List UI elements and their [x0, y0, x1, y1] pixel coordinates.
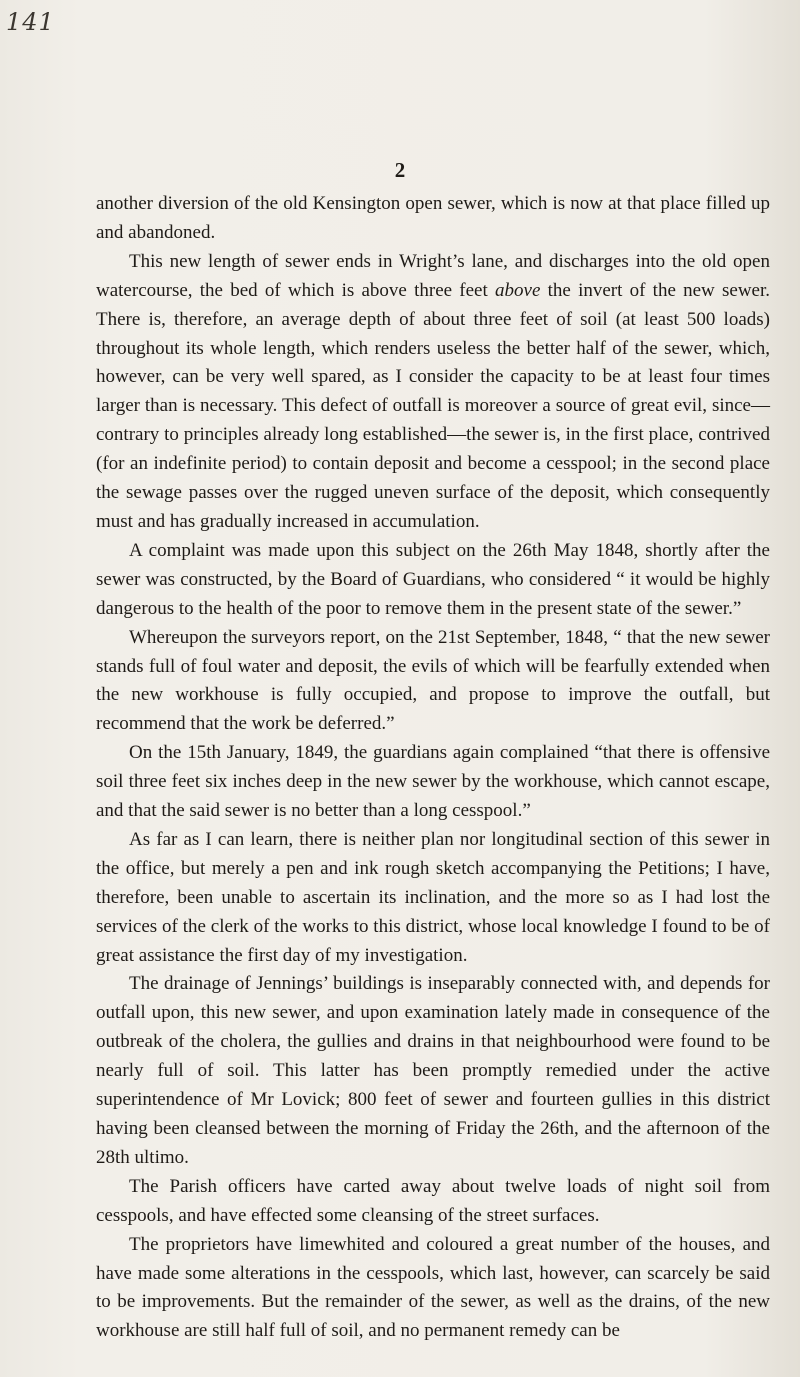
paragraph-2-text-after: the invert of the new sewer. There is, therefore, an average depth of about three feet of soil (at least 500 loads) throughout its whole length, which renders useless the better half of the sewer, which, however, can be very well spared, as I consider the capacity to be at least four times larger than is necessary. This defect of outfall is moreover a source of great evil, since—contrary to principles already long established—the sewer is, in the first place, contrived (for an indefinite period) to contain deposit and become a cesspool; in the second place the sewage passes over the rugged uneven surface of the deposit, which consequently must and has gradually increased in accumulation. [96, 279, 771, 532]
paragraph-2 [96, 248, 770, 537]
paragraph-6: As far as I can learn, there is neither plan nor longitudinal section of this sewer in the office, but merely a pen and ink rough sketch accompanying the Petitions; I have, therefore, been unable to ascertain its inclination, and the more so as I had lost the services of the clerk of the works to this district, whose local knowledge I found to be of great assistance the first day of my investigation. [96, 828, 770, 966]
page-number: 2 [394, 158, 406, 182]
body-text [96, 190, 770, 1346]
paragraph-4: Whereupon the surveyors report, on the 21st September, 1848, “ that the new sewer stands full of foul water and deposit, the evils of which will be fearfully extended when the new workhouse is fully occupied, and propose to improve the outfall, but recommend that the work be deferred.” [96, 626, 770, 735]
paragraph-1: another diversion of the old Kensington open sewer, which is now at that place filled up and abandoned. [96, 193, 770, 243]
paragraph-8: The Parish officers have carted away about twelve loads of night soil from cesspools, and have effected some cleansing of the street surfaces. [96, 1175, 770, 1226]
paragraph-5: On the 15th January, 1849, the guardians again complained “that there is offensive soil three feet six inches deep in the new sewer by the workhouse, which cannot escape, and that the said sewer is no better than a long cesspool.” [96, 742, 770, 822]
paragraph-7: The drainage of Jennings’ buildings is inseparably connected with, and depends for outfall upon, this new sewer, and upon examination lately made in consequence of the outbreak of the cholera, the gullies and drains in that neighbourhood were found to be nearly full of soil. This latter has been promptly remedied under the active superintendence of Mr Lovick; 800 feet of sewer and fourteen gullies in this district having been cleansed between the morning of Friday the 26th, and the afternoon of the 28th ultimo. [96, 973, 770, 1168]
paragraph-3: A complaint was made upon this subject on the 26th May 1848, shortly after the sewer was constructed, by the Board of Guardians, who considered “ it would be highly dangerous to the health of the poor to remove them in the present state of the sewer.” [96, 539, 770, 619]
handwritten-margin-note: 141 [6, 8, 55, 36]
paragraph-2-text-before: This new length of sewer ends in Wright’s lane, and discharges into the old open watercourse, the bed of which is above three feet [96, 250, 770, 301]
paragraph-2-emphasis: above [495, 279, 541, 301]
paragraph-9: The proprietors have limewhited and coloured a great number of the houses, and have made some alterations in the cesspools, which last, however, can scarcely be said to be improvements. But the remainder of the sewer, as well as the drains, of the new workhouse are still half full of soil, and no permanent remedy can be [96, 1233, 770, 1342]
